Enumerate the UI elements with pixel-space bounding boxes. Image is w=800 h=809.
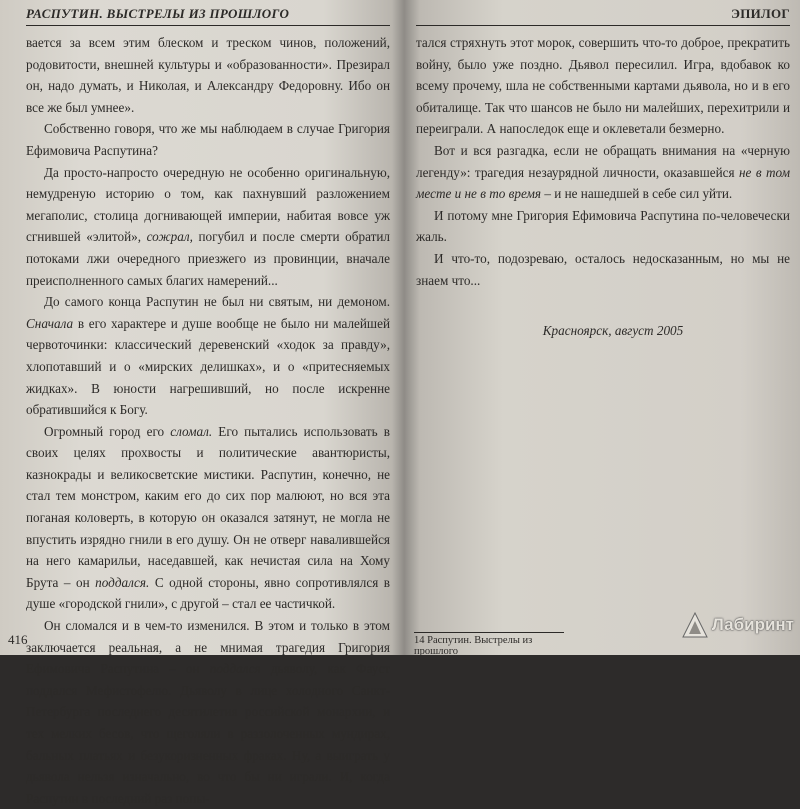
- signature-line: 14 Распутин. Выстрелы из прошлого: [414, 632, 564, 657]
- text-run: До самого конца Распутин не был ни святым, ни демоном.: [44, 294, 390, 310]
- italic-phrase: Сначала: [26, 315, 74, 331]
- italic-phrase: сожрал,: [146, 229, 193, 245]
- right-paragraph: [416, 140, 790, 205]
- left-page-text: [26, 32, 390, 809]
- labyrinth-logo-icon: [682, 612, 708, 638]
- italic-phrase: поддался: [209, 661, 261, 677]
- left-paragraph: вается за всем этим блеском и треском чинов, положений, родовитости, внешней культуры и «образованности». Презирал он, надо думать, и Николая, и Александру Федоровну. Ибо он все же был умнее».: [26, 35, 390, 115]
- text-run: Да просто-напросто очередную не особенно оригинальную, немудреную историю о том, как пахнувший разложением мегаполис, столица догнивающей империи, набитая вовсе уж сгнившей «элитой»,: [26, 164, 390, 245]
- right-paragraph: тался стряхнуть этот морок, совершить что-то доброе, прекратить войну, было уже поздно. Дьявол пересилил. Игра, вдобавок ко всему прочему, шла не собственными картами дьявола, но и в его обиталище. Так что шансов не было ни малейших, перехитрили и переиграли. А напоследок еще и оклеветали безмерно.: [416, 35, 790, 137]
- right-paragraph: И что-то, подозреваю, осталось недосказанным, но мы не знаем что...: [416, 250, 790, 288]
- left-paragraph: [26, 291, 390, 421]
- page-number: 416: [8, 632, 28, 647]
- left-paragraph: [26, 615, 390, 809]
- running-head-left: РАСПУТИН. ВЫСТРЕЛЫ ИЗ ПРОШЛОГО: [26, 6, 390, 26]
- watermark-logo: [682, 612, 794, 638]
- right-page: [404, 0, 800, 655]
- text-run: – и не нашедшей в себе сил уйти.: [541, 186, 733, 202]
- text-run: Огромный город его: [44, 423, 171, 439]
- text-run: дьяволу, как Фауст поддался Мефистофелю. Дьяволу в лице холодного Санкт-Петербурга последнего десятилетия российской монархии, и тех мелких бесов, что щеголяли в раззолоченных мундирах, бальных платьях и безукоризненных фраках. Ну, а выиграть у дьявола нельзя изначально, во что бы ни играли. И, когда Распутин в последний раз попы-: [26, 661, 390, 806]
- right-page-text: [416, 32, 790, 291]
- running-head-right: ЭПИЛОГ: [416, 6, 790, 26]
- text-run: С одной стороны, явно сопротивлялся в душе «городской гнили», с другой – стал ее частичкой.: [26, 574, 391, 612]
- left-paragraph: [26, 421, 390, 615]
- text-run: погубил и после смерти обратил потоками лжи очередного приезжего из провинции, вначале преисполненного самых благих намерений...: [26, 229, 390, 288]
- right-paragraph: И потому мне Григория Ефимовича Распутина по-человечески жаль.: [416, 207, 790, 245]
- text-run: Вот и вся разгадка, если не обращать внимания на «черную легенду»: трагедия незаурядной личности, оказавшейся: [416, 142, 790, 180]
- italic-phrase: сломал.: [170, 423, 213, 439]
- italic-phrase: поддался.: [95, 574, 150, 590]
- left-paragraph: [26, 162, 390, 292]
- watermark-text: Лабиринт: [711, 615, 794, 634]
- text-run: Его пытались использовать в своих целях прохвосты и политические авантюристы, казнокрады и великосветские мистики. Распутин, конечно, не стал тем монстром, каким его до сих пор малюют, но вся эта поганая коловерть, в которую он оказался затянут, не могла не впустить изрядно гнили в его душу. Он не отверг навалившейся на него камарильи, наседавшей, как нечистая сила на Хому Брута – он: [26, 423, 390, 590]
- place-date: Красноярск, август 2005: [542, 323, 684, 339]
- left-paragraph: Собственно говоря, что же мы наблюдаем в случае Григория Ефимовича Распутина?: [26, 121, 390, 158]
- text-run: в его характере и душе вообще не было ни малейшей червоточинки: классический деревенский «ходок за правду», хлопотавший и о «мирских делишках», и о «притесняемых жидках». В юности нагрешивший, но после искренне обратившийся к Богу.: [26, 315, 390, 418]
- text-run: Он сломался и в чем-то изменился. В этом и только в этом заключается реальная, а не мнимая трагедия Григория Ефимовича Распутина – он: [26, 618, 390, 677]
- italic-phrase: не в том месте и не в то время: [416, 164, 790, 202]
